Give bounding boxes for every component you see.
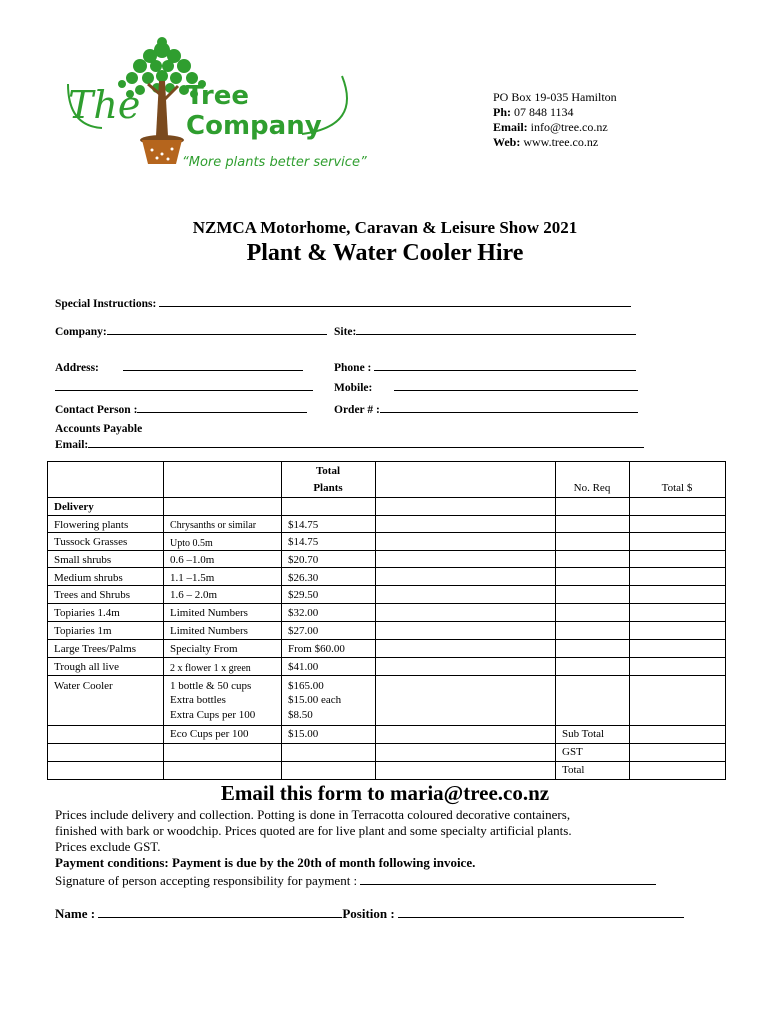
row-item: Topiaries 1.4m (54, 607, 120, 619)
site-field[interactable] (334, 324, 636, 338)
row-spec: Limited Numbers (170, 625, 248, 637)
gst-label: GST (562, 746, 583, 758)
water-cooler-price: $165.00 (288, 680, 324, 692)
table-row-divider (47, 621, 726, 622)
logo-company-text: Company (186, 111, 322, 141)
table-row-divider (47, 743, 726, 744)
row-spec: Chrysanths or similar (170, 520, 257, 531)
position-label: Position : (342, 906, 395, 921)
address-line-2[interactable] (55, 380, 313, 391)
table-row-divider (47, 515, 726, 516)
phone-field[interactable] (334, 360, 636, 374)
row-spec: 0.6 –1.0m (170, 554, 215, 566)
price-table (47, 461, 726, 780)
table-row-divider (47, 567, 726, 568)
signature-label: Signature of person accepting responsibility for payment : (55, 873, 358, 888)
contact-web: www.tree.co.nz (523, 135, 599, 149)
header-no-req: No. Req (573, 482, 611, 494)
table-row-divider (47, 657, 726, 658)
special-instructions-field[interactable] (55, 296, 631, 310)
name-position-row[interactable] (55, 906, 684, 922)
water-cooler-item: Water Cooler (54, 680, 113, 692)
special-instructions-line[interactable] (159, 296, 631, 307)
order-label: Order # : (334, 404, 380, 416)
row-spec: Upto 0.5m (170, 538, 213, 549)
company-line[interactable] (107, 324, 327, 335)
extra-cups-price: $8.50 (288, 709, 313, 721)
row-price: $29.50 (288, 589, 319, 601)
row-item: Trough all live (54, 661, 119, 673)
extra-bottles-spec: Extra bottles (170, 694, 226, 706)
phone-field-label: Phone : (334, 362, 372, 374)
contact-person-field[interactable] (55, 402, 307, 416)
site-label: Site: (334, 326, 357, 338)
position-line[interactable] (398, 907, 684, 918)
row-item: Tussock Grasses (54, 536, 128, 548)
row-spec: 2 x flower 1 x green (170, 663, 251, 674)
eco-cups-spec: Eco Cups per 100 (170, 728, 249, 740)
show-title: NZMCA Motorhome, Caravan & Leisure Show 2021 (192, 218, 578, 237)
row-price: From $60.00 (288, 643, 345, 655)
site-line[interactable] (356, 324, 636, 335)
logo-tree-text: Tree (186, 81, 249, 111)
row-price: $41.00 (288, 661, 319, 673)
email-label: Email: (493, 120, 528, 134)
accounts-payable-text: Accounts Payable (55, 423, 143, 435)
contact-address: PO Box 19-035 Hamilton (493, 90, 617, 104)
name-line[interactable] (98, 907, 342, 918)
row-item: Large Trees/Palms (54, 643, 136, 655)
payment-conditions: Payment conditions: Payment is due by the 20th of month following invoice. (55, 855, 476, 870)
contact-person-label: Contact Person : (55, 404, 138, 416)
company-field[interactable] (55, 324, 327, 338)
company-label: Company: (55, 326, 107, 338)
address-field[interactable] (55, 360, 303, 374)
accounts-email-label: Email: (55, 439, 89, 451)
form-title: Plant & Water Cooler Hire (246, 240, 524, 266)
row-item: Medium shrubs (54, 572, 123, 584)
row-price: $32.00 (288, 607, 319, 619)
notes-line: Prices include delivery and collection. Potting is done in Terracotta coloured decorative containers, (55, 807, 571, 822)
table-row-divider (47, 725, 726, 726)
table-border-top (47, 461, 726, 462)
notes-line: finished with bark or woodchip. Prices quoted are for live plant and some specialty artificial plants. (55, 823, 572, 838)
eco-cups-price: $15.00 (288, 728, 319, 740)
signature-line[interactable] (360, 874, 656, 885)
row-spec: Limited Numbers (170, 607, 248, 619)
water-cooler-spec: 1 bottle & 50 cups (170, 680, 252, 692)
mobile-field[interactable] (334, 380, 638, 394)
tree-logo-icon (62, 36, 367, 176)
contact-email: info@tree.co.nz (530, 120, 608, 134)
contact-web-row (493, 135, 617, 150)
row-price: $14.75 (288, 536, 319, 548)
phone-label: Ph: (493, 105, 511, 119)
header-total: Total (315, 465, 341, 477)
row-spec: 1.1 –1.5m (170, 572, 215, 584)
row-spec: 1.6 – 2.0m (170, 589, 218, 601)
row-item: Flowering plants (54, 519, 129, 531)
contact-phone: 07 848 1134 (514, 105, 574, 119)
special-instructions-label: Special Instructions: (55, 298, 157, 310)
contact-block (493, 90, 617, 150)
header-plants: Plants (313, 482, 343, 494)
address-label: Address: (55, 362, 99, 374)
order-line[interactable] (380, 402, 638, 413)
table-row-divider (47, 639, 726, 640)
row-item: Trees and Shrubs (54, 589, 130, 601)
address-line-2-field[interactable] (55, 380, 313, 394)
phone-line[interactable] (374, 360, 636, 371)
table-row-divider (47, 585, 726, 586)
row-price: $14.75 (288, 519, 319, 531)
logo-tagline: “More plants better service” (182, 155, 367, 170)
row-item: Topiaries 1m (54, 625, 112, 637)
header-total-dollar: Total $ (661, 482, 693, 494)
section-delivery: Delivery (54, 501, 94, 513)
table-row-divider (47, 675, 726, 676)
row-price: $20.70 (288, 554, 319, 566)
subtotal-label: Sub Total (562, 728, 605, 740)
web-label: Web: (493, 135, 521, 149)
row-price: $27.00 (288, 625, 319, 637)
notes-line: Prices exclude GST. (55, 839, 161, 854)
name-label: Name : (55, 906, 96, 921)
table-row-divider (47, 497, 726, 498)
company-logo (62, 36, 367, 176)
email-heading: Email this form to maria@tree.co.nz (220, 781, 550, 805)
contact-phone-row (493, 105, 617, 120)
pricing-notes (55, 807, 735, 871)
table-row-divider (47, 550, 726, 551)
contact-email-row (493, 120, 617, 135)
extra-bottles-price: $15.00 each (288, 694, 342, 706)
accounts-payable-label (55, 423, 142, 435)
order-field[interactable] (334, 402, 638, 416)
total-label: Total (562, 764, 585, 776)
address-line-1[interactable] (123, 360, 303, 371)
signature-field[interactable] (55, 873, 656, 889)
extra-cups-spec: Extra Cups per 100 (170, 709, 256, 721)
table-row-divider (47, 603, 726, 604)
accounts-email-line[interactable] (88, 437, 644, 448)
row-spec: Specialty From (170, 643, 238, 655)
mobile-line[interactable] (394, 380, 638, 391)
logo-the-text: The (68, 83, 141, 127)
contact-person-line[interactable] (137, 402, 307, 413)
table-row-divider (47, 761, 726, 762)
table-row-divider (47, 532, 726, 533)
row-item: Small shrubs (54, 554, 112, 566)
accounts-email-field[interactable] (55, 437, 644, 451)
row-price: $26.30 (288, 572, 319, 584)
mobile-label: Mobile: (334, 382, 373, 394)
table-border-bottom (47, 779, 726, 780)
